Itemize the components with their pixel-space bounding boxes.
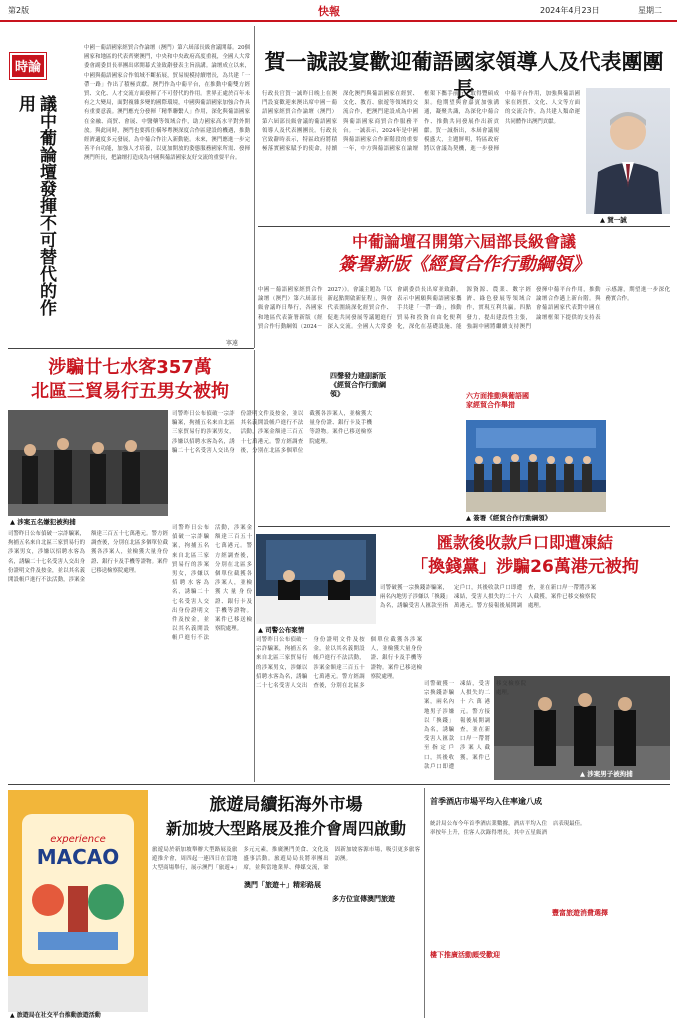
fraud-body-d: 司警昨日公布偵破一宗詐騙案，拘捕五名來自北區三家貿易行的涉案男女，涉嫌以招聘水客為名，誘騙二十七名受害人交出身份證明文件及按金，並以其名義開設帳戶進行不法活動，涉案金額達三百五十七萬港元。警方經調查後，分別在北區多個單位截獲各涉案人，並檢獲大量身份證、銀行卡及手機等證物。案件已移送檢察院處理。 (256, 637, 422, 690)
tourism-headline-top: 旅遊局續拓海外市場 (209, 795, 363, 815)
tourism-photo-caption: ▲ 旅遊局在社交平台推動旅遊活動 (10, 1012, 101, 1019)
ministerial-headline-top: 中葡論壇召開第六屆部長級會議 (351, 232, 576, 251)
commentary-tag-label: 時論 (14, 60, 41, 75)
fraud-caption2: ▲ 司警公布案情 (258, 626, 305, 634)
tourism-poster (8, 790, 148, 1012)
tourism-headline-bottom: 新加坡大型路展及推介會周四啟動 (165, 819, 406, 838)
signing-ceremony-illustration (466, 420, 606, 512)
divider (8, 348, 254, 349)
fraud-body-c: 司警昨日公布偵破一宗詐騙案，拘捕五名來自北區三家貿易行的涉案男女，涉嫌以招聘水客為名，誘騙二十七名受害人交出身份證明文件及按金，並以其名義開設帳戶進行不法活動，涉案金額達三百五十七萬港元。警方經調查後，分別在北區多個單位截獲各涉案人，並檢獲大量身份證、銀行卡及手機等證物。案件已移送檢察院處理。 (172, 525, 252, 642)
press-conference-illustration (256, 534, 376, 624)
fraud-press-photo (256, 534, 376, 624)
divider (258, 526, 670, 527)
ministerial-sub2: 六方面推動與葡語國家經貿合作舉措 (466, 392, 532, 410)
hotel-sub: 樓下推廣活動頗受歡迎 (430, 950, 542, 961)
fraud-photo (8, 410, 168, 516)
page-header (0, 0, 677, 22)
ministerial-caption: ▲ 簽署《經貿合作行動綱領》 (466, 514, 552, 522)
tourism-sub1: 澳門「旅遊＋」精彩路展 (244, 880, 330, 891)
lead-photo (586, 88, 670, 214)
ministerial-headline-bottom: 簽署新版《經貿合作行動綱領》 (338, 254, 590, 275)
weekday: 星期二 (638, 6, 662, 15)
commentary-tag (10, 53, 46, 79)
ministerial-sub1: 四聲發力建副新版《經貿合作行動綱領》 (330, 372, 392, 399)
portrait-illustration (586, 88, 670, 214)
lead-photo-caption: ▲ 賀一誠 (600, 216, 627, 224)
hotel-sub2: 豐富旅遊消費選擇 (552, 908, 664, 919)
hotel-headline: 首季酒店市場平均入住率逾八成 (430, 797, 542, 806)
commentary-author: 寧遠 (226, 340, 239, 347)
hotel-body: 統計局公布今年首季酒店業數據，酒店平均入住率按年上升，住客人次錄得增長，其中五星級酒店表現最佳。 (430, 821, 586, 837)
ministerial-photo (466, 420, 606, 512)
fraud-body-b: 司警昨日公布偵破一宗詐騙案，拘捕五名來自北區三家貿易行的涉案男女，涉嫌以招聘水客為名，誘騙二十七名受害人交出身份證明文件及按金，並以其名義開設帳戶進行不法活動，涉案金額達三百五十七萬港元。警方經調查後，分別在北區多個單位截獲各涉案人，並檢獲大量身份證、銀行卡及手機等證物。案件已移送檢察院處理。 (172, 411, 372, 454)
tourism-sub2: 多方位宣傳澳門旅遊 (332, 894, 418, 905)
money-headline-top: 匯款後收款戶口即遭凍結 (436, 533, 613, 552)
lead-body: 行政長官賀一誠昨日晚上在澳門設宴歡迎來澳出席中國－葡語國家經貿合作論壇（澳門）第六屆部長級會議的葡語國家領導人及代表團團長。行政長官致辭時表示，特區政府將積極落實國家賦予的使命，持續深化澳門與葡語國家在經貿、文化、教育、旅遊等領域的交流合作，把澳門建設成為中國與葡語國家商貿合作服務平台。一誠表示，2024年是中國與葡語國家合作新階段的重要一年，中方與葡語國家在論壇框架下攜手前行，取得豐碩成果。他期望與會嘉賓加強溝通，凝聚共識，為深化中葡合作、推動共同發展作出新貢獻。賀一誠指出，本屆會議規模盛大，主題鮮明，特區政府將以會議為契機，進一步發揮中葡平台作用，加強與葡語國家在經貿、文化、人文等方面的交流合作，為共建人類命運共同體作出澳門貢獻。 (262, 91, 580, 153)
svg-text:experience: experience (50, 834, 106, 845)
money-body-b: 司警破獲一宗換錢詐騙案，兩名內地男子涉嫌以「換錢」為名，誘騙受害人匯款至指定戶口，其後收款戶口即遭凍結，受害人損失約二十六萬港元。警方接報後展開調查，並在新口岸一帶將涉案人截獲，案件已移交檢察院處理。 (424, 681, 526, 770)
commentary-title: 議中葡論壇發揮不可替代的作用 (15, 95, 56, 316)
lead-headline: 賀一誠設宴歡迎葡語國家領導人及代表團團長 (264, 50, 664, 102)
commentary-body: 中國－葡語國家經貿合作論壇（澳門）第六屆部長級會議開幕。20個國家和地區的代表齊聚澳門，中央和中央政府高度重視，全國人大常委會副委員長率團出席開幕式並致辭發表主旨演講。論壇成立以來，中國與葡語國家合作領域不斷拓展，貿易規模持續增長，為共建「一帶一路」作出了積極貢獻。澳門作為中葡平台，在推動中葡雙方經貿、文化、人才交流方面發揮了不可替代的作用。世界正處於百年未有之大變局，面對複雜多變的國際環境，中國與葡語國家加強合作具有重要意義。澳門應充分發揮「精準聯繫人」作用，深化與葡語國家在金融、商貿、會展、中醫藥等領域合作，助力國家高水平對外開放。與此同時，澳門也要抓住橫琴粵澳深度合作區建設的機遇，推動經濟適度多元發展，為中葡合作注入新動能。未來，澳門應進一步完善平台功能，加強人才培養，以更加開放的姿態服務國家所需、發揮澳門所長，把論壇打造成為中國與葡語國家友好交流的重要平台。 (84, 45, 250, 162)
divider (258, 226, 670, 227)
divider (8, 784, 670, 785)
money-body: 司警破獲一宗換錢詐騙案，兩名內地男子涉嫌以「換錢」為名，誘騙受害人匯款至指定戶口，其後收款戶口即遭凍結，受害人損失約二十六萬港元。警方接報後展開調查，並在新口岸一帶將涉案人截獲，案件已移交檢察院處理。 (380, 585, 596, 610)
divider (254, 26, 255, 348)
tourism-body: 旅遊局於新加坡舉辦大型路展及旅遊推介會，周四起一連四日在當地大型商場舉行，展示澳門「旅遊+」多元元素，推廣澳門美食、文化及盛事活動。旅遊局局長將率團出席，並與當地業界、傳媒交流，鞏固新加坡客源市場，吸引更多旅客訪澳。 (152, 847, 420, 872)
fraud-headline-bottom: 北區三貿易行五男女被拘 (31, 381, 229, 402)
fraud-headline-top: 涉騙廿七水客357萬 (48, 357, 212, 378)
money-photo-caption: ▲ 涉案男子被拘捕 (580, 770, 633, 778)
fraud-photo-caption: ▲ 涉案五名嫌犯被拘捕 (10, 518, 76, 526)
section-title: 快報 (318, 5, 340, 18)
money-headline-bottom: 「換錢黨」涉騙26萬港元被拘 (411, 557, 639, 577)
page-number: 第2版 (8, 6, 30, 15)
issue-date: 2024年4月23日 (540, 6, 600, 15)
macao-poster-illustration (8, 790, 148, 1012)
divider (424, 788, 425, 1018)
ministerial-body: 中國－葡語國家經貿合作論壇（澳門）第六屆部長級會議昨日舉行，各國家和地區代表簽署新版《經貿合作行動綱領（2024－2027）》。會議主題為「以新起點開啟新征程」，與會代表圍繞深化經貿合作、促進共同發展等議題進行深入交流。全國人大常委會副委員長出席並致辭，表示中國願與葡語國家攜手共建「一帶一路」，推動貿易和投資自由化便利化，深化在基礎設施、能源資源、農業、數字經濟、綠色發展等領域合作，實現互利共贏。四點發力，提出建設性主張，強調中國將繼續支持澳門發揮中葡平台作用，推動論壇合作邁上新台階。與會葡語國家代表對中國在論壇框架下提供的支持表示感謝，期望進一步深化務實合作。 (258, 287, 670, 330)
svg-text:MACAO: MACAO (36, 845, 120, 869)
arrest-scene-illustration (8, 410, 168, 516)
fraud-body-a: 司警昨日公布偵破一宗詐騙案，拘捕五名來自北區三家貿易行的涉案男女，涉嫌以招聘水客為名，誘騙二十七名受害人交出身份證明文件及按金，並以其名義開設帳戶進行不法活動，涉案金額達三百五十七萬港元。警方經調查後，分別在北區多個單位截獲各涉案人，並檢獲大量身份證、銀行卡及手機等證物。案件已移送檢察院處理。 (8, 531, 168, 584)
